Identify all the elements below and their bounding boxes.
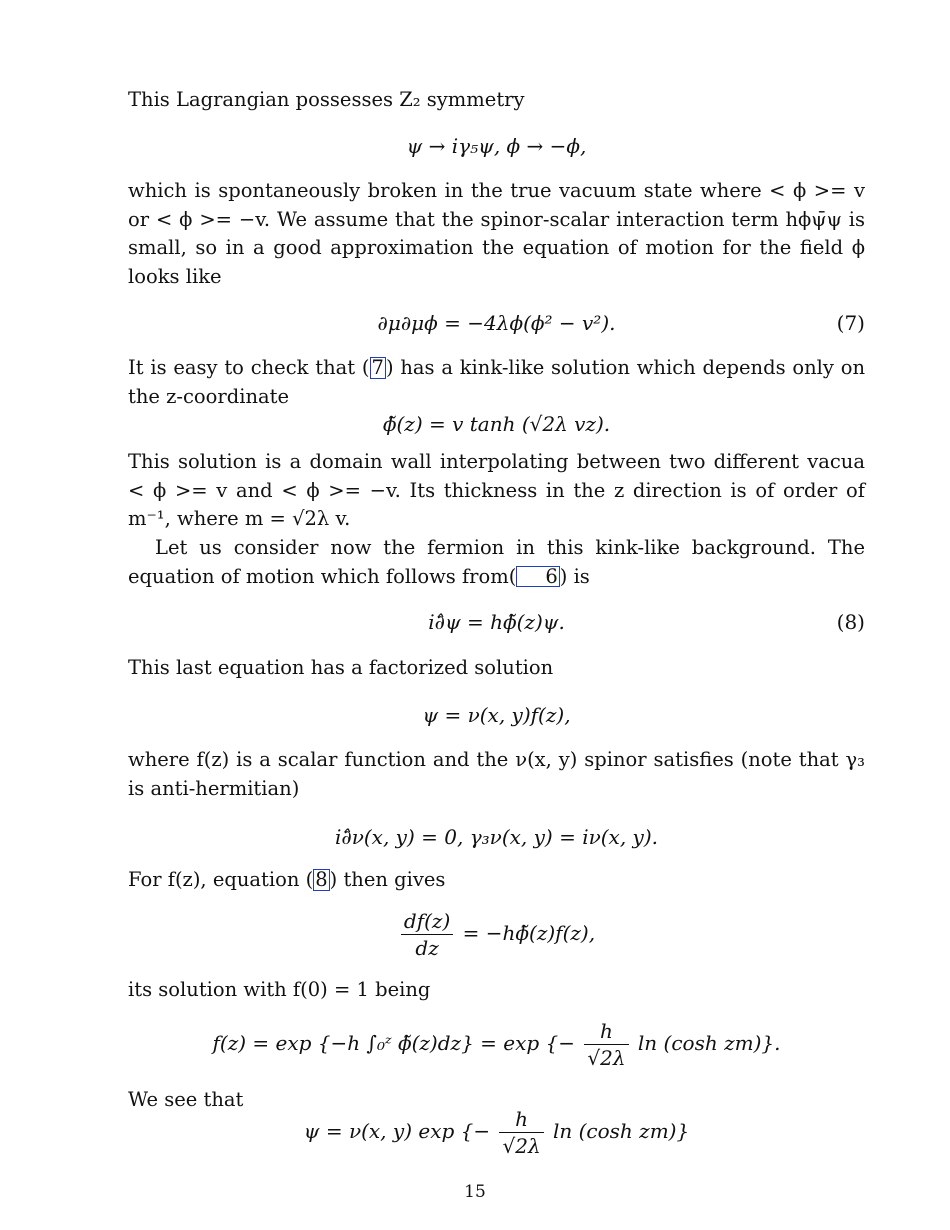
equation-kink: ϕ̃(z) = v tanh (√2λ vz). [382, 412, 611, 436]
fraction-df-denominator: dz [415, 936, 439, 960]
equation-7 [128, 308, 865, 338]
paragraph-factorized: This last equation has a factorized solution [128, 656, 554, 679]
equation-df-dz [128, 908, 865, 961]
paragraph-vacuum-breaking: which is spontaneously broken in the true vacuum state where < ϕ >= v or < ϕ >= −v. We assume that the spinor-scalar interaction term hϕψ̄ψ is small, so in a good approximation the equation of motion for the field ϕ looks like [128, 179, 865, 288]
equation-psi-right: ln (cosh zm)} [552, 1119, 690, 1143]
fermion-text-start: Let us consider now the fermion in this kink-like background. The equation of motion which follows from( [128, 536, 865, 588]
equation-psi-final [128, 1106, 865, 1159]
equation-psi-left: ψ = ν(x, y) exp {− [303, 1119, 491, 1143]
paragraph-domain-wall: This solution is a domain wall interpolating between two different vacua < ϕ >= v and < ϕ >= −v. Its thickness in the z direction is of order of m⁻¹, where m = √2λ v. [128, 450, 865, 530]
equation-7-body: ∂μ∂μϕ = −4λϕ(ϕ² − v²). [377, 311, 616, 335]
fraction-psi-denominator: √2λ [502, 1134, 541, 1158]
paragraph-z2-symmetry: This Lagrangian possesses Z₂ symmetry [128, 88, 525, 111]
paragraph-fermion-background [128, 534, 865, 591]
equation-7-number: (7) [836, 311, 865, 335]
equation-fz-right: ln (cosh zm)}. [637, 1031, 781, 1055]
fraction-psi-numerator: h [499, 1106, 543, 1133]
page-number: 15 [464, 1182, 486, 1202]
equation-fz-left: f(z) = exp {−h ∫₀ᶻ ϕ̃(z)dz} = exp {− [212, 1031, 576, 1055]
fraction-h-sqrt [584, 1018, 628, 1071]
equation-nu-spinor: i∂̂ν(x, y) = 0, γ₃ν(x, y) = iν(x, y). [334, 825, 659, 849]
equation-symmetry: ψ → iγ₅ψ, ϕ → −ϕ, [406, 134, 587, 158]
equation-8-number: (8) [836, 610, 865, 634]
paragraph-kink-solution [128, 354, 865, 411]
reference-equation-6[interactable]: 6 [516, 566, 559, 588]
fermion-text-end: ) is [559, 564, 590, 588]
fraction-h-numerator: h [584, 1018, 628, 1045]
paragraph-scalar-function: where f(z) is a scalar function and the ν(x, y) spinor satisfies (note that γ₃ is anti-hermitian) [128, 748, 865, 800]
reference-equation-7[interactable]: 7 [371, 356, 384, 379]
paragraph-solution-f0: its solution with f(0) = 1 being [128, 978, 431, 1001]
fz-text-start: For f(z), equation ( [128, 868, 314, 891]
equation-8 [128, 607, 865, 637]
equation-fz-solution [128, 1018, 865, 1071]
equation-factorized: ψ = ν(x, y)f(z), [422, 703, 571, 727]
fraction-psi-h-sqrt [499, 1106, 543, 1159]
fraction-df-dz [401, 908, 453, 961]
reference-equation-8[interactable]: 8 [315, 868, 328, 891]
paragraph-we-see-that: We see that [128, 1088, 244, 1111]
fraction-h-denominator: √2λ [587, 1046, 626, 1070]
paragraph-for-fz [128, 866, 865, 895]
kink-text-start: It is easy to check that ( [128, 356, 370, 379]
fraction-df-numerator: df(z) [401, 908, 453, 935]
equation-8-body: i∂̂ψ = hϕ̃(z)ψ. [428, 610, 565, 634]
equation-df-rhs: = −hϕ̃(z)f(z), [462, 921, 596, 945]
fz-text-end: ) then gives [329, 868, 446, 891]
kink-text-end: ) has a kink-like solution which depends only on the z-coordinate [128, 356, 866, 408]
